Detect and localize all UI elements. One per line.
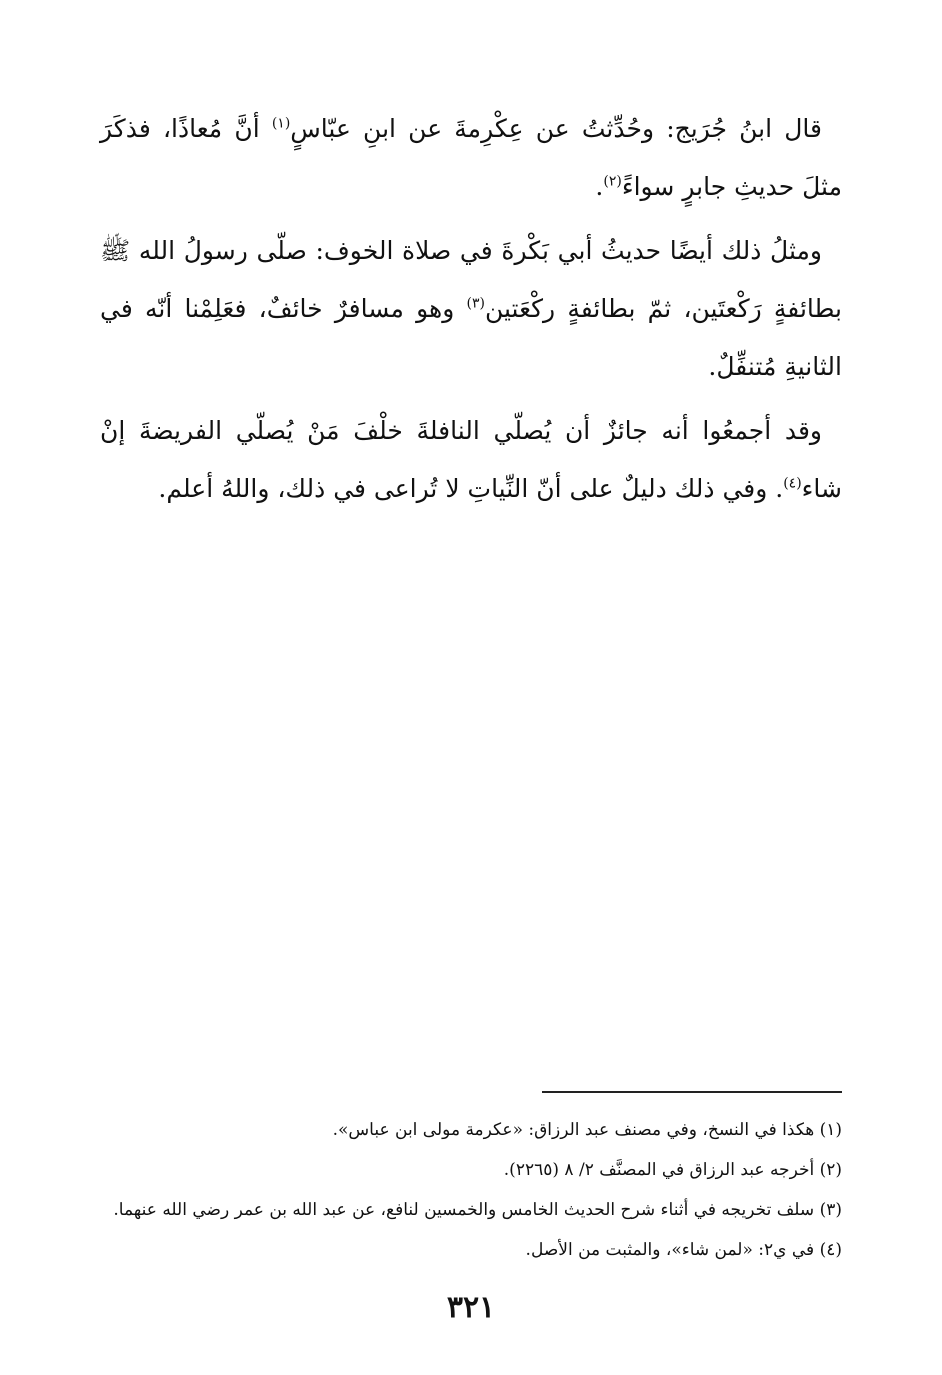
main-text [100,100,842,524]
footnote-divider [542,1091,842,1093]
footnote-4: (٤) في ي٢: «لمن شاء»، والمثبت من الأصل. [525,1240,842,1260]
footnote-ref-1: (١) [271,115,291,132]
footnotes [100,1110,842,1270]
paragraph-1-text-b: أنَّ مُعاذًا، فذكَرَ مثلَ حديثِ جابرٍ سواءً [100,114,842,201]
paragraph-2 [100,222,842,396]
paragraph-1-text-a: قال ابنُ جُرَيج: وحُدِّثتُ عن عِكْرِمةَ عن ابنِ عبّاسٍ [290,114,822,143]
footnote-ref-2: (٢) [603,173,622,190]
paragraph-3-text-a: وقد أجمعُوا أنه جائزٌ أن يُصلّي النافلةَ خلْفَ مَنْ يُصلّي الفريضةَ إنْ شاء [100,416,842,503]
footnote-2: (٢) أخرجه عبد الرزاق في المصنَّف ٢/ ٨ (٢٢٦٥). [503,1160,842,1180]
paragraph-2-text-b: وهو مسافرٌ خائفٌ، فعَلِمْنا أنّه في الثانيةِ مُتنفِّلٌ. [100,294,842,381]
footnote-ref-3: (٣) [466,295,485,312]
footnote-ref-4: (٤) [783,475,802,492]
footnote-3: (٣) سلف تخريجه في أثناء شرح الحديث الخامس والخمسين لنافع، عن عبد الله بن عمر رضي الله عنهما. [113,1200,842,1220]
paragraph-2-text-a: ومثلُ ذلك أيضًا حديثُ أبي بَكْرةَ في صلاة الخوف: صلّى رسولُ الله ﷺ بطائفةٍ رَكْعتَين، ثمّ بطائفةٍ ركْعَتين [100,236,842,323]
paragraph-3 [100,402,842,518]
footnote-1: (١) هكذا في النسخ، وفي مصنف عبد الرزاق: «عكرمة مولى ابن عباس». [332,1120,842,1140]
paragraph-3-text-b: . وفي ذلك دليلٌ على أنّ النِّياتِ لا تُراعى في ذلك، واللهُ أعلم. [158,474,784,503]
paragraph-1 [100,100,842,216]
paragraph-1-text-c: . [595,172,604,201]
page-number: ٣٢١ [446,1290,496,1325]
